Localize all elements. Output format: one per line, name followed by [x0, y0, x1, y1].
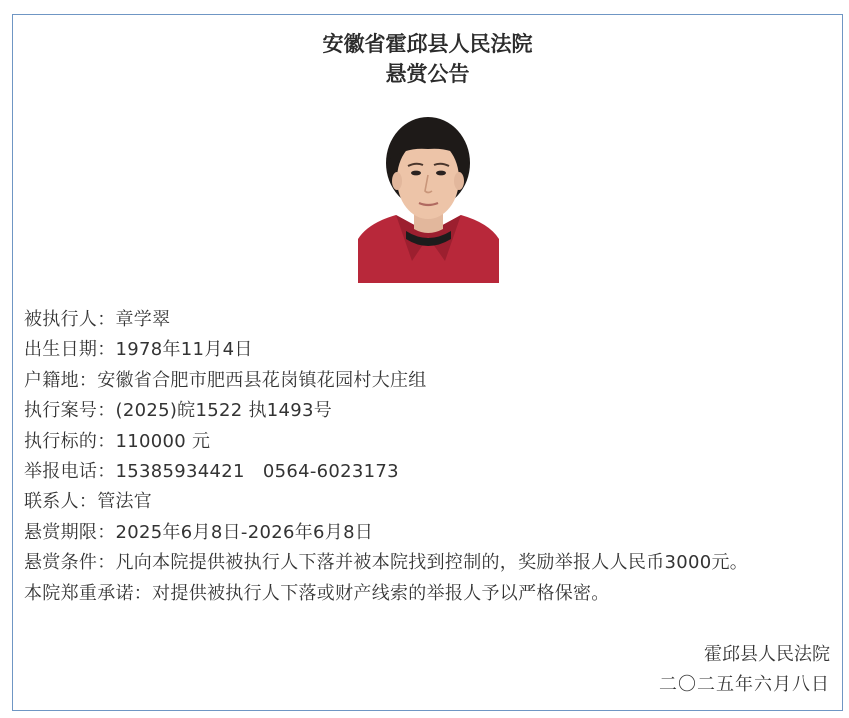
issue-date: 二〇二五年六月八日: [659, 674, 830, 696]
case-number-line: [24, 396, 814, 426]
reward-period-line: [24, 518, 814, 548]
birth-date-label: 出生日期：: [24, 339, 116, 361]
reward-conditions-label: 悬赏条件：: [24, 552, 116, 574]
debtor-name-label: 被执行人：: [24, 309, 116, 330]
reward-period-label: 悬赏期限：: [24, 521, 116, 543]
reward-conditions-value: 凡向本院提供被执行人下落并被本院找到控制的，奖励举报人人民币3000元。: [115, 552, 749, 574]
enforcement-amount-line: [24, 427, 814, 457]
notice-frame: [12, 14, 843, 711]
reward-period-value: 2025年6月8日-2026年6月8日: [115, 521, 374, 543]
debtor-photo: [358, 111, 499, 283]
household-registration-label: 户籍地：: [24, 369, 98, 391]
court-name: 安徽省霍邱县人民法院: [322, 32, 533, 56]
notice-header: [13, 29, 842, 89]
enforcement-amount-value: 110000 元: [115, 430, 211, 452]
issuer-name: 霍邱县人民法院: [704, 644, 830, 665]
contact-person-label: 联系人：: [24, 491, 98, 513]
signature-block: [659, 640, 830, 701]
reward-conditions-line: [24, 548, 814, 578]
case-number-label: 执行案号：: [24, 400, 116, 422]
confidentiality-promise-value: 对提供被执行人下落或财产线索的举报人予以严格保密。: [152, 582, 610, 604]
birth-date-line: [24, 335, 814, 365]
report-phone-line: [24, 457, 814, 487]
enforcement-amount-label: 执行标的：: [24, 430, 116, 452]
notice-details: [24, 305, 814, 609]
confidentiality-promise-line: [24, 579, 814, 609]
report-phone-value: 15385934421 0564-6023173: [115, 461, 399, 483]
case-number-value: (2025)皖1522 执1493号: [115, 400, 333, 422]
household-registration-value: 安徽省合肥市肥西县花岗镇花园村大庄组: [97, 369, 427, 391]
contact-person-line: [24, 487, 814, 517]
contact-person-value: 管法官: [97, 491, 153, 513]
report-phone-label: 举报电话：: [24, 461, 116, 483]
birth-date-value: 1978年11月4日: [115, 339, 253, 361]
notice-title: 悬赏公告: [385, 62, 470, 86]
confidentiality-promise-label: 本院郑重承诺：: [24, 582, 153, 604]
household-registration-line: [24, 366, 814, 396]
debtor-name-value: 章学翠: [115, 309, 171, 330]
debtor-name-line: [24, 305, 814, 335]
